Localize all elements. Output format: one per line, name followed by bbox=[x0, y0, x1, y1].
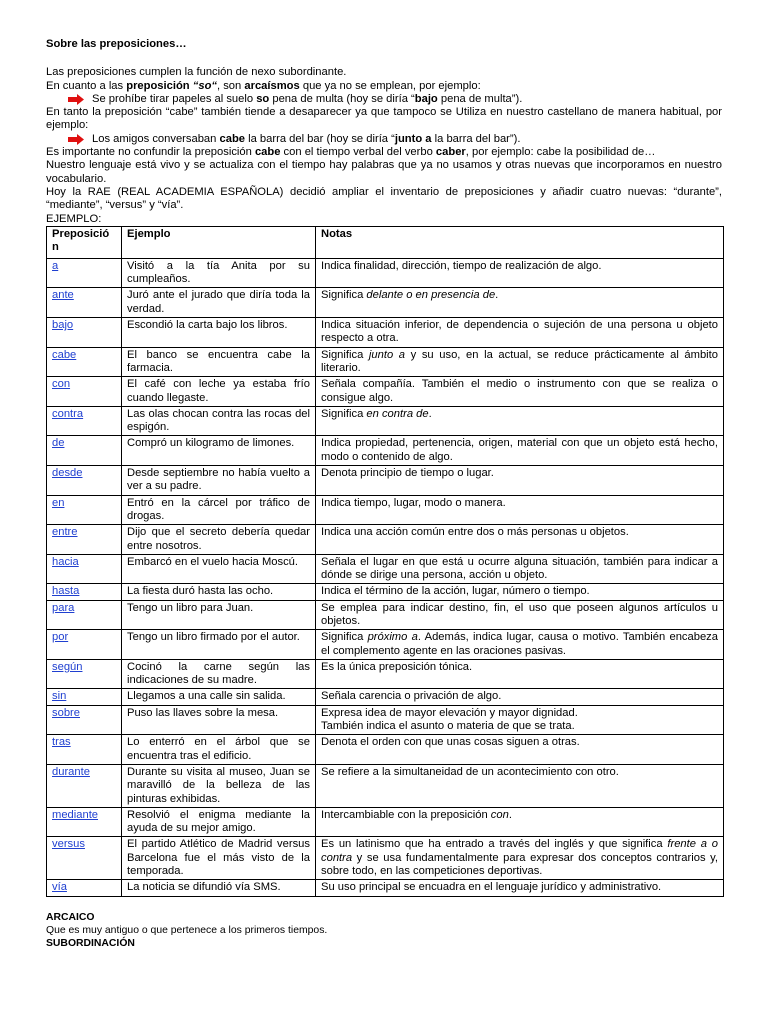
preposition-link[interactable]: mediante bbox=[52, 808, 99, 821]
document-title: Sobre las preposiciones… bbox=[46, 38, 187, 50]
prepositions-table bbox=[46, 226, 724, 897]
cell-notas: Señala el lugar en que está u ocurre alguna situación, también para indicar a dónde se dirige una persona, acción u objeto. bbox=[316, 554, 724, 584]
note-italic: próximo a bbox=[367, 631, 418, 644]
cell-ejemplo: El partido Atlético de Madrid versus Barcelona fue el más visto de la temporada. bbox=[122, 837, 316, 880]
note-text: . Además, indica lugar, causa o motivo. También encabeza el complemento agente en las oraciones pasivas. bbox=[321, 631, 718, 657]
note-text: . bbox=[495, 289, 499, 302]
table-row bbox=[47, 554, 724, 584]
table-row bbox=[47, 837, 724, 880]
cell-preposicion bbox=[47, 466, 122, 496]
cell-notas: Indica una acción común entre dos o más personas u objetos. bbox=[316, 525, 724, 555]
text-run: con el tiempo verbal del verbo bbox=[280, 146, 436, 159]
bold-run: arcaísmos bbox=[244, 79, 300, 92]
cell-notas bbox=[316, 705, 724, 735]
text-run: pena de multa”). bbox=[437, 92, 523, 105]
preposition-link[interactable]: bajo bbox=[52, 319, 74, 332]
table-row bbox=[47, 318, 724, 348]
text-run: , son bbox=[217, 79, 245, 92]
text-run: Es importante no confundir la preposición bbox=[46, 146, 255, 159]
table-row bbox=[47, 406, 724, 436]
bold-run: cabe bbox=[254, 146, 281, 159]
definitions-footer bbox=[46, 911, 722, 951]
note-italic: frente a o contra bbox=[321, 838, 718, 864]
preposition-link[interactable]: versus bbox=[52, 838, 85, 851]
note-text: Intercambiable con la preposición bbox=[321, 808, 491, 821]
intro-paragraph-6: Hoy la RAE (REAL ACADEMIA ESPAÑOLA) decidió ampliar el inventario de preposiciones y añadir cuatro nuevas: “durante”, “mediante”, “versus” y “vía”. bbox=[46, 185, 722, 212]
preposition-link[interactable]: hasta bbox=[52, 585, 80, 598]
cell-ejemplo: Compró un kilogramo de limones. bbox=[122, 436, 316, 466]
note-italic: junto a bbox=[368, 348, 406, 361]
red-arrow-icon bbox=[68, 133, 92, 145]
table-row bbox=[47, 689, 724, 705]
cell-ejemplo: Lo enterró en el árbol que se encuentra tras el edificio. bbox=[122, 735, 316, 765]
preposition-link[interactable]: ante bbox=[52, 289, 74, 302]
preposition-link[interactable]: cabe bbox=[52, 348, 77, 361]
cell-preposicion bbox=[47, 347, 122, 377]
bold-run: preposición bbox=[126, 79, 193, 92]
text-run: que ya no se emplean, por ejemplo: bbox=[299, 79, 481, 92]
cell-ejemplo: Tengo un libro para Juan. bbox=[122, 600, 316, 630]
cell-ejemplo: Embarcó en el vuelo hacia Moscú. bbox=[122, 554, 316, 584]
text-run: pena de multa (hoy se diría “ bbox=[269, 92, 415, 105]
header-notas: Notas bbox=[316, 226, 724, 258]
intro-paragraph-2 bbox=[46, 80, 722, 93]
cell-preposicion bbox=[47, 880, 122, 896]
cell-notas bbox=[316, 630, 724, 660]
table-row bbox=[47, 705, 724, 735]
preposition-link[interactable]: sin bbox=[52, 690, 67, 703]
cell-ejemplo: El banco se encuentra cabe la farmacia. bbox=[122, 347, 316, 377]
cell-notas: Indica tiempo, lugar, modo o manera. bbox=[316, 495, 724, 525]
cell-ejemplo: La fiesta duró hasta las ocho. bbox=[122, 584, 316, 600]
cell-ejemplo: Resolvió el enigma mediante la ayuda de su mejor amigo. bbox=[122, 807, 316, 837]
note-italic: en contra de bbox=[366, 407, 429, 420]
table-row bbox=[47, 807, 724, 837]
example-bullet-2 bbox=[46, 133, 722, 146]
cell-preposicion bbox=[47, 705, 122, 735]
example-text bbox=[92, 93, 522, 106]
italic-run: “so“ bbox=[192, 79, 217, 92]
text-run: Se prohíbe tirar papeles al suelo bbox=[92, 92, 257, 105]
cell-ejemplo: Escondió la carta bajo los libros. bbox=[122, 318, 316, 348]
cell-preposicion bbox=[47, 258, 122, 288]
note-text: Significa bbox=[321, 631, 368, 644]
note-text: Significa bbox=[321, 289, 367, 302]
cell-preposicion bbox=[47, 659, 122, 689]
table-row bbox=[47, 525, 724, 555]
cell-notas bbox=[316, 288, 724, 318]
cell-ejemplo: El café con leche ya estaba frío cuando llegaste. bbox=[122, 377, 316, 407]
table-row bbox=[47, 436, 724, 466]
table-row bbox=[47, 347, 724, 377]
cell-preposicion bbox=[47, 495, 122, 525]
note-text: . bbox=[508, 808, 512, 821]
cell-preposicion bbox=[47, 406, 122, 436]
table-row bbox=[47, 659, 724, 689]
cell-preposicion bbox=[47, 735, 122, 765]
preposition-link[interactable]: para bbox=[52, 601, 75, 614]
cell-preposicion bbox=[47, 525, 122, 555]
cell-notas: Denota principio de tiempo o lugar. bbox=[316, 466, 724, 496]
table-row bbox=[47, 600, 724, 630]
note-text: y se usa fundamentalmente para expresar dos conceptos contrarios y, sobre todo, en las competiciones deportivas. bbox=[321, 851, 718, 878]
text-run: la barra del bar (hoy se diría “ bbox=[245, 132, 395, 145]
preposition-link[interactable]: tras bbox=[52, 736, 71, 749]
document-page bbox=[46, 38, 722, 951]
definition-text-arcaico: Que es muy antiguo o que pertenece a los primeros tiempos. bbox=[46, 924, 328, 936]
preposition-link[interactable]: desde bbox=[52, 467, 83, 480]
intro-paragraph-1: Las preposiciones cumplen la función de nexo subordinante. bbox=[46, 66, 347, 79]
intro-paragraph-5: Nuestro lenguaje está vivo y se actualiza con el tiempo hay palabras que ya no usamos y otras nuevas que incorporamos en nuestro vocabulario. bbox=[46, 159, 722, 185]
preposition-link[interactable]: por bbox=[52, 631, 69, 644]
definition-title-arcaico: ARCAICO bbox=[46, 911, 95, 923]
preposition-link[interactable]: con bbox=[52, 378, 71, 391]
preposition-link[interactable]: en bbox=[52, 496, 65, 509]
cell-preposicion bbox=[47, 318, 122, 348]
cell-preposicion bbox=[47, 436, 122, 466]
cell-preposicion bbox=[47, 377, 122, 407]
header-ejemplo: Ejemplo bbox=[122, 226, 316, 258]
cell-ejemplo: Dijo que el secreto debería quedar entre nosotros. bbox=[122, 525, 316, 555]
table-row bbox=[47, 288, 724, 318]
cell-preposicion bbox=[47, 807, 122, 837]
text-run: En cuanto a las bbox=[46, 79, 127, 92]
cell-ejemplo: Llegamos a una calle sin salida. bbox=[122, 689, 316, 705]
cell-ejemplo: Durante su visita al museo, Juan se maravilló de la belleza de las pinturas exhibidas. bbox=[122, 764, 316, 807]
cell-notas: Indica el término de la acción, lugar, número o tiempo. bbox=[316, 584, 724, 600]
example-text bbox=[92, 133, 520, 146]
table-row bbox=[47, 466, 724, 496]
cell-preposicion bbox=[47, 630, 122, 660]
preposition-link[interactable]: de bbox=[52, 437, 65, 450]
note-italic: con bbox=[490, 808, 509, 821]
note-line: También indica el asunto o materia de que se trata. bbox=[321, 720, 575, 733]
table-header-row bbox=[47, 226, 724, 258]
cell-notas: Es la única preposición tónica. bbox=[316, 659, 724, 689]
cell-ejemplo: Desde septiembre no había vuelto a ver a su padre. bbox=[122, 466, 316, 496]
table-row bbox=[47, 258, 724, 288]
table-row bbox=[47, 377, 724, 407]
cell-notas bbox=[316, 837, 724, 880]
text-run: la barra del bar”). bbox=[431, 132, 521, 145]
cell-preposicion bbox=[47, 600, 122, 630]
preposition-link[interactable]: hacia bbox=[52, 555, 79, 568]
cell-ejemplo: Visitó a la tía Anita por su cumpleaños. bbox=[122, 258, 316, 288]
bold-run: junto a bbox=[394, 132, 432, 145]
cell-ejemplo: Tengo un libro firmado por el autor. bbox=[122, 630, 316, 660]
bold-run: cabe bbox=[219, 132, 245, 145]
preposition-link[interactable]: durante bbox=[52, 765, 90, 778]
cell-preposicion bbox=[47, 689, 122, 705]
note-text: . bbox=[428, 407, 432, 420]
example-bullet-1 bbox=[46, 93, 722, 106]
cell-ejemplo: Las olas chocan contra las rocas del espigón. bbox=[122, 406, 316, 436]
table-row bbox=[47, 764, 724, 807]
preposition-link[interactable]: sobre bbox=[52, 706, 80, 719]
preposition-link[interactable]: entre bbox=[52, 526, 78, 539]
cell-ejemplo: Juró ante el jurado que diría toda la verdad. bbox=[122, 288, 316, 318]
preposition-link[interactable]: vía bbox=[52, 881, 67, 894]
table-row bbox=[47, 880, 724, 896]
red-arrow-icon bbox=[68, 93, 92, 105]
cell-ejemplo: Puso las llaves sobre la mesa. bbox=[122, 705, 316, 735]
table-row bbox=[47, 735, 724, 765]
cell-notas bbox=[316, 347, 724, 377]
cell-notas: Indica situación inferior, de dependencia o sujeción de una persona u objeto respecto a otra. bbox=[316, 318, 724, 348]
cell-preposicion bbox=[47, 837, 122, 880]
intro-paragraph-3: En tanto la preposición “cabe” también tiende a desaparecer ya que tampoco se Utiliza en nuestro castellano de manera habitual, por ejemplo: bbox=[46, 106, 722, 132]
note-text: y su uso, en la actual, se reduce prácticamente al ámbito literario. bbox=[321, 348, 719, 374]
cell-notas bbox=[316, 807, 724, 837]
cell-ejemplo: Entró en la cárcel por tráfico de drogas. bbox=[122, 495, 316, 525]
note-italic: delante o en presencia de bbox=[366, 289, 496, 302]
intro-paragraph-4 bbox=[46, 146, 722, 159]
cell-notas: Señala carencia o privación de algo. bbox=[316, 689, 724, 705]
note-text: Significa bbox=[321, 348, 369, 361]
cell-preposicion bbox=[47, 584, 122, 600]
cell-notas: Señala compañía. También el medio o instrumento con que se realiza o consigue algo. bbox=[316, 377, 724, 407]
bold-run: so bbox=[256, 92, 270, 105]
header-preposicion: Preposició n bbox=[47, 226, 122, 258]
cell-notas: Denota el orden con que unas cosas siguen a otras. bbox=[316, 735, 724, 765]
example-heading: EJEMPLO: bbox=[46, 212, 102, 225]
cell-notas bbox=[316, 406, 724, 436]
cell-notas: Se refiere a la simultaneidad de un acontecimiento con otro. bbox=[316, 764, 724, 807]
table-row bbox=[47, 630, 724, 660]
table-row bbox=[47, 584, 724, 600]
note-text: Es un latinismo que ha entrado a través del inglés y que significa bbox=[321, 838, 668, 851]
cell-notas: Indica finalidad, dirección, tiempo de realización de algo. bbox=[316, 258, 724, 288]
bold-run: caber bbox=[435, 146, 466, 159]
cell-ejemplo: Cocinó la carne según las indicaciones de su madre. bbox=[122, 659, 316, 689]
cell-ejemplo: La noticia se difundió vía SMS. bbox=[122, 880, 316, 896]
note-text: Significa bbox=[321, 407, 367, 420]
preposition-link[interactable]: a bbox=[52, 259, 59, 272]
cell-preposicion bbox=[47, 288, 122, 318]
cell-preposicion bbox=[47, 764, 122, 807]
preposition-link[interactable]: contra bbox=[52, 407, 84, 420]
text-run: Los amigos conversaban bbox=[92, 132, 220, 145]
cell-preposicion bbox=[47, 554, 122, 584]
table-row bbox=[47, 495, 724, 525]
note-line: Expresa idea de mayor elevación y mayor dignidad. bbox=[321, 706, 578, 719]
text-run: , por ejemplo: cabe la posibilidad de… bbox=[465, 146, 656, 159]
cell-notas: Se emplea para indicar destino, fin, el uso que poseen algunos artículos u objetos. bbox=[316, 600, 724, 630]
cell-notas: Indica propiedad, pertenencia, origen, material con que un objeto está hecho, modo o contenido de algo. bbox=[316, 436, 724, 466]
definition-title-subordinacion: SUBORDINACIÓN bbox=[46, 938, 135, 950]
preposition-link[interactable]: según bbox=[52, 660, 83, 673]
cell-notas: Su uso principal se encuadra en el lenguaje jurídico y administrativo. bbox=[316, 880, 724, 896]
bold-run: bajo bbox=[414, 92, 438, 105]
